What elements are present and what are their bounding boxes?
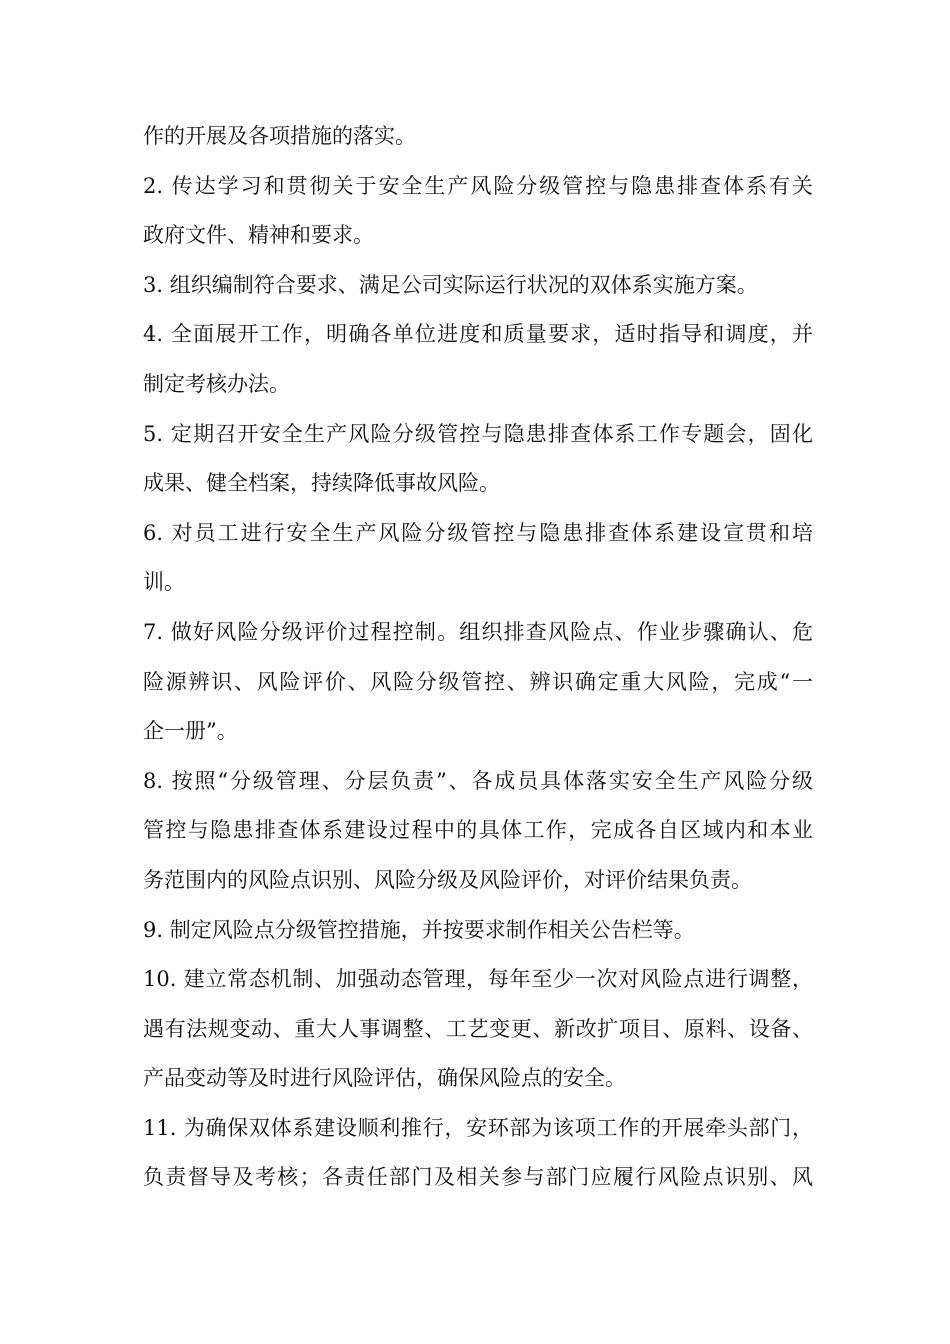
- paragraph-line: 训。: [143, 570, 185, 595]
- paragraph-line: 4. 全面展开工作，明确各单位进度和质量要求，适时指导和调度，并: [143, 322, 813, 347]
- paragraph-line: 产品变动等及时进行风险评估，确保风险点的安全。: [143, 1066, 626, 1091]
- paragraph-line: 5. 定期召开安全生产风险分级管控与隐患排查体系工作专题会，固化: [143, 421, 813, 446]
- document-body: [143, 112, 813, 1203]
- paragraph-line: 制定考核办法。: [143, 371, 290, 396]
- paragraph-line: 险源辨识、风险评价、风险分级管控、辨识确定重大风险，完成“一: [143, 669, 813, 694]
- paragraph-line: 企一册”。: [143, 719, 238, 744]
- paragraph-line: 8. 按照“分级管理、分层负责”、各成员具体落实安全生产风险分级: [143, 768, 813, 793]
- paragraph-line: 11. 为确保双体系建设顺利推行，安环部为该项工作的开展牵头部门，: [143, 1115, 813, 1140]
- paragraph-line: 10. 建立常态机制、加强动态管理，每年至少一次对风险点进行调整，: [143, 967, 813, 992]
- paragraph-line: 负责督导及考核；各责任部门及相关参与部门应履行风险点识别、风: [143, 1165, 813, 1190]
- paragraph-line: 6. 对员工进行安全生产风险分级管控与隐患排查体系建设宣贯和培: [143, 520, 813, 545]
- paragraph-line: 7. 做好风险分级评价过程控制。组织排查风险点、作业步骤确认、危: [143, 619, 813, 644]
- paragraph-line: 作的开展及各项措施的落实。: [143, 124, 416, 148]
- paragraph-line: 遇有法规变动、重大人事调整、工艺变更、新改扩项目、原料、设备、: [143, 1016, 813, 1041]
- paragraph-line: 管控与隐患排查体系建设过程中的具体工作，完成各自区域内和本业: [143, 818, 813, 843]
- paragraph-line: 2. 传达学习和贯彻关于安全生产风险分级管控与隐患排查体系有关: [143, 173, 813, 198]
- paragraph-line: 政府文件、精神和要求。: [143, 223, 374, 248]
- paragraph-line: 成果、健全档案，持续降低事故风险。: [143, 471, 500, 496]
- paragraph-line: 3. 组织编制符合要求、满足公司实际运行状况的双体系实施方案。: [143, 272, 758, 297]
- paragraph-line: 9. 制定风险点分级管控措施，并按要求制作相关公告栏等。: [143, 917, 695, 942]
- paragraph-line: 务范围内的风险点识别、风险分级及风险评价，对评价结果负责。: [143, 867, 752, 892]
